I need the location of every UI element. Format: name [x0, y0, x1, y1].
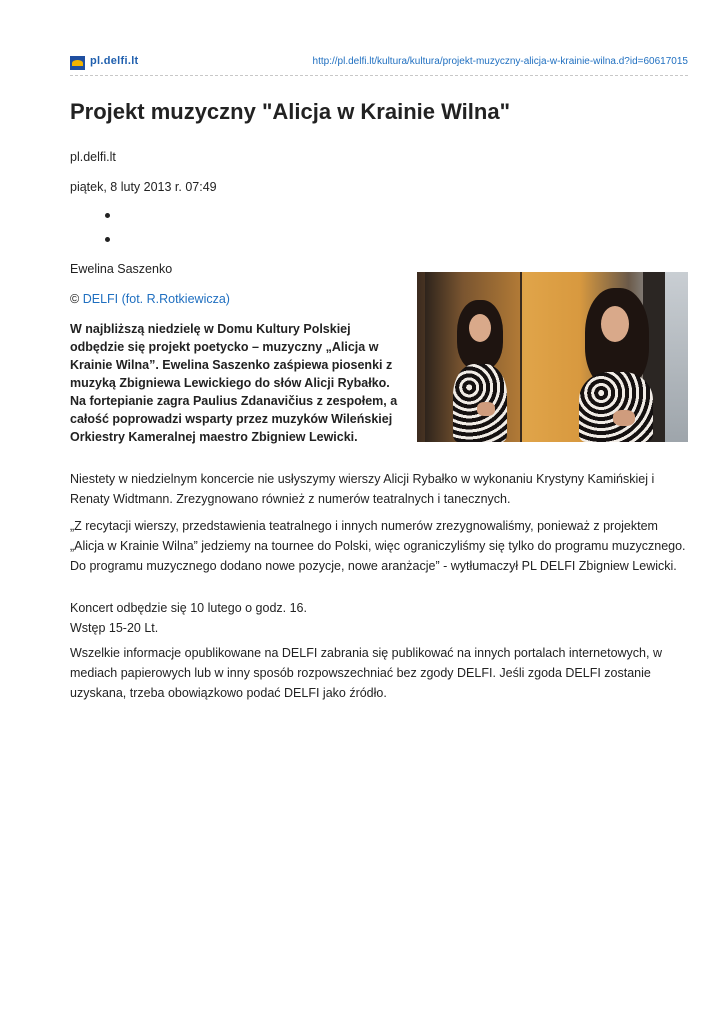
article-lead: W najbliższą niedzielę w Domu Kultury Polskiej odbędzie się projekt poetycko – muzyczny „Alicja w Krainie Wilna”. Ewelina Saszenko zaśpiewa piosenki z muzyką Zbigniewa Lewickiego do słów Alicji Rybałko. Na fortepianie zagra Paulius Zdanavičius z zespołem, a całość poprowadzi wsparty przez muzyków Wileńskiej Orkiestry Kameralnej maestro Zbigniew Lewicki. — [70, 322, 398, 444]
article-source: pl.delfi.lt — [70, 150, 116, 164]
article-author: Ewelina Saszenko — [70, 262, 173, 276]
article-date: piątek, 8 luty 2013 r. 07:49 — [70, 180, 217, 194]
page-header — [70, 55, 688, 73]
photo-credit — [70, 292, 230, 306]
article-paragraph: Niestety w niedzielnym koncercie nie usłyszymy wierszy Alicji Rybałko w wykonaniu Krystyny Kamińskiej i Renaty Widtmann. Zrezygnowano również z numerów teatralnych i tanecznych. — [70, 472, 655, 506]
article-photo — [417, 272, 688, 442]
concert-price: Wstęp 15-20 Lt. — [70, 621, 159, 635]
copyright-symbol: © — [70, 292, 80, 306]
article-paragraph: „Z recytacji wierszy, przedstawienia teatralnego i innych numerów zrezygnowaliśmy, ponieważ z projektem „Alicja w Krainie Wilna” jedziemy na tournee do Polski, więc ograniczyliśmy się tylko do programu muzycznego. Do programu muzycznego dodano nowe pozycje, nowe aranżacje” - wytłumaczył PL DELFI Zbigniew Lewicki. — [70, 519, 686, 573]
concert-info — [70, 598, 690, 638]
delfi-logo-icon — [70, 56, 85, 70]
site-name[interactable]: pl.delfi.lt — [90, 55, 139, 67]
concert-date: Koncert odbędzie się 10 lutego o godz. 16. — [70, 601, 307, 615]
page-url-link[interactable]: http://pl.delfi.lt/kultura/kultura/projekt-muzyczny-alicja-w-krainie-wilna.d?id=60617015 — [312, 56, 688, 67]
photo-credit-link[interactable]: DELFI (fot. R.Rotkiewicza) — [82, 292, 230, 306]
header-divider — [70, 75, 688, 76]
copyright-disclaimer: Wszelkie informacje opublikowane na DELFI zabrania się publikować na innych portalach internetowych, w mediach papierowych lub w inny sposób rozpowszechniać bez zgody DELFI. Jeśli zgoda DELFI zostanie uzyskana, trzeba obowiązkowo podać DELFI jako źródło. — [70, 646, 662, 700]
article-title: Projekt muzyczny "Alicja w Krainie Wilna" — [70, 99, 511, 124]
